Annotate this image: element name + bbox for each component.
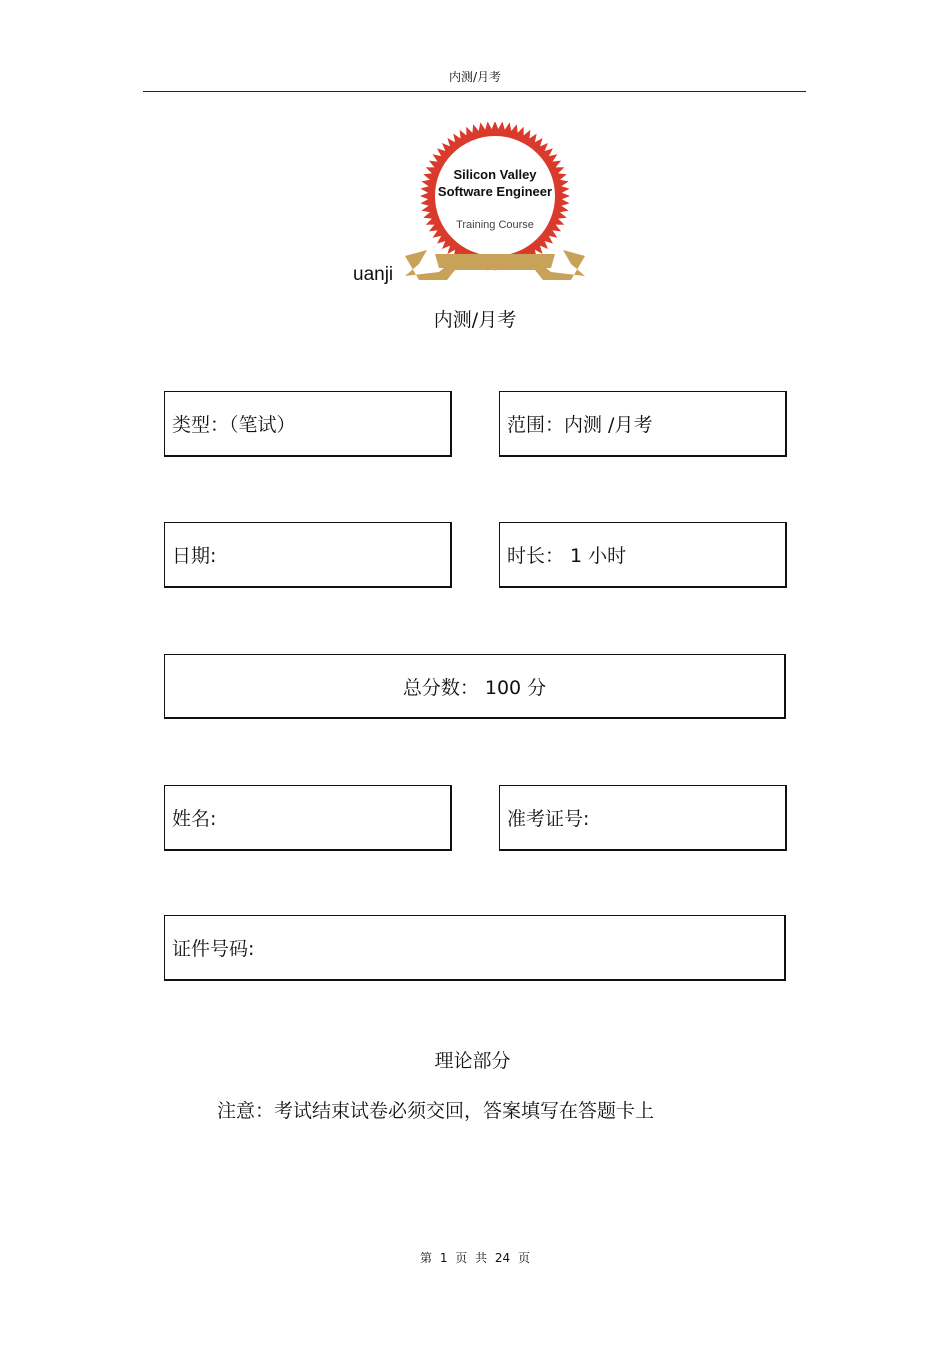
section-title: 理论部分	[434, 1050, 511, 1072]
field-exam-number: 准考证号:	[499, 785, 787, 851]
field-id-number: 证件号码:	[164, 915, 786, 981]
logo-line3: Training Course	[456, 219, 534, 231]
page-footer: 第 1 页 共 24 页	[420, 1251, 530, 1265]
field-date: 日期:	[164, 522, 452, 588]
field-type: 类型：（笔试）	[164, 391, 452, 457]
exam-subtitle: 内测/月考	[433, 309, 517, 331]
field-name: 姓名:	[164, 785, 452, 851]
course-logo	[395, 122, 595, 284]
page-header: 内测/月考	[448, 70, 502, 84]
exam-note: 注意：考试结束试卷必须交回，答案填写在答题卡上	[217, 1100, 655, 1122]
header-divider	[143, 91, 806, 92]
logo-line2: Software Engineer	[437, 184, 553, 199]
logo-seal-graphic	[395, 122, 595, 284]
field-total-score: 总分数： 100 分	[164, 654, 786, 719]
field-scope: 范围：内测 /月考	[499, 391, 787, 457]
logo-line1: Silicon Valley	[453, 167, 537, 182]
title-prefix: uanji	[353, 264, 394, 285]
field-duration: 时长： 1 小时	[499, 522, 787, 588]
